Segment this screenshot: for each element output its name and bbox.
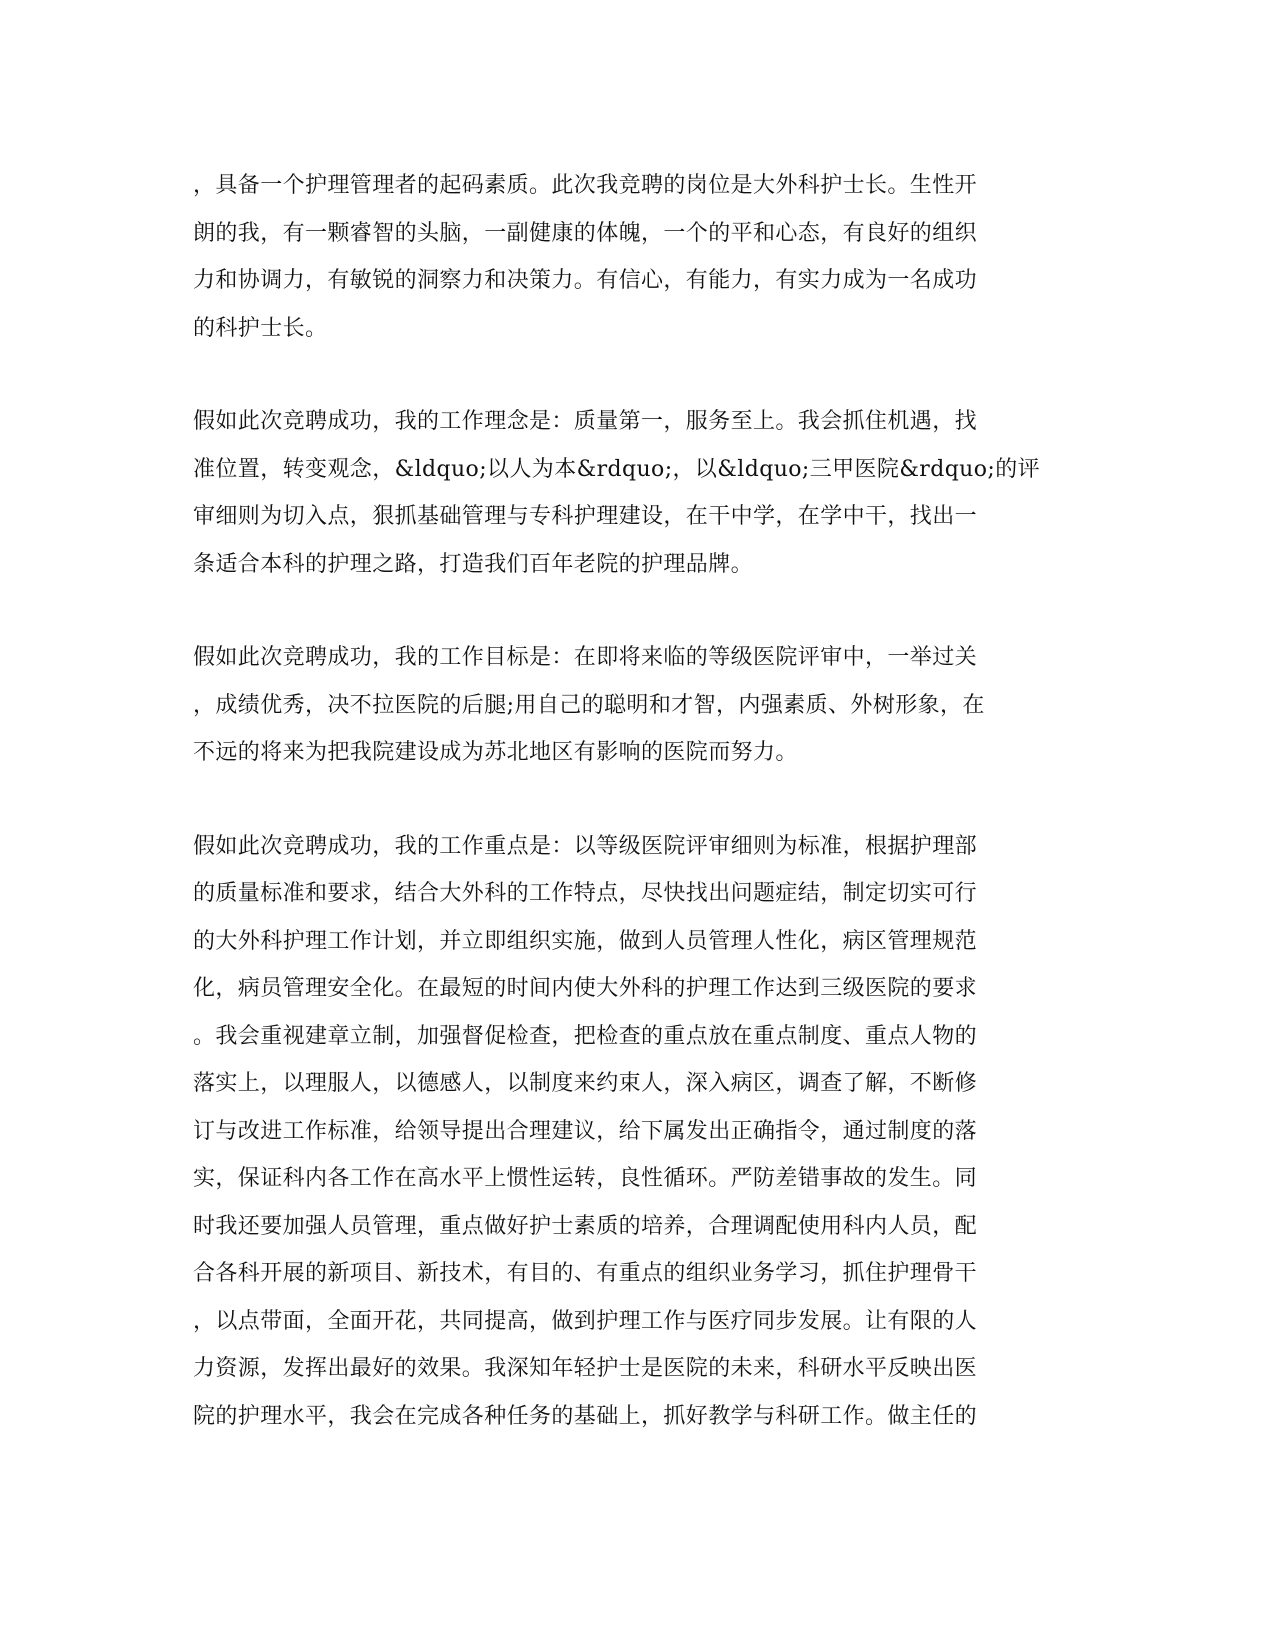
text-line: ，具备一个护理管理者的起码素质。此次我竞聘的岗位是大外科护士长。生性开 [193,173,978,198]
text-line: 条适合本科的护理之路，打造我们百年老院的护理品牌。 [193,551,754,577]
text-line: 力资源，发挥出最好的效果。我深知年轻护士是医院的未来，科研水平反映出医 [193,1356,978,1381]
paragraph-work-philosophy [193,398,1093,588]
text-line: 合各科开展的新项目、新技术，有目的、有重点的组织业务学习，抓住护理骨干 [193,1261,978,1286]
paragraph-work-focus [193,823,1093,1441]
text-line: 审细则为切入点，狠抓基础管理与专科护理建设，在干中学，在学中干，找出一 [193,504,978,529]
text-line: 实，保证科内各工作在高水平上惯性运转，良性循环。严防差错事故的发生。同 [193,1166,978,1191]
text-line: 假如此次竞聘成功，我的工作重点是：以等级医院评审细则为标准，根据护理部 [193,833,978,859]
text-line: 化，病员管理安全化。在最短的时间内使大外科的护理工作达到三级医院的要求 [193,976,978,1001]
text-line: 假如此次竞聘成功，我的工作理念是：质量第一，服务至上。我会抓住机遇，找 [193,409,978,434]
text-line: 力和协调力，有敏锐的洞察力和决策力。有信心，有能力，有实力成为一名成功 [193,268,978,293]
paragraph-qualification [193,162,1093,352]
document-body [193,162,1093,1486]
text-line: 的质量标准和要求，结合大外科的工作特点，尽快找出问题症结，制定切实可行 [193,881,978,906]
text-line: ，成绩优秀，决不拉医院的后腿;用自己的聪明和才智，内强素质、外树形象，在 [193,692,985,718]
text-line: 的科护士长。 [193,315,328,341]
paragraph-work-goal [193,634,1093,777]
text-line: 院的护理水平，我会在完成各种任务的基础上，抓好教学与科研工作。做主任的 [193,1403,978,1429]
text-line: 假如此次竞聘成功，我的工作目标是：在即将来临的等级医院评审中，一举过关 [193,645,978,670]
text-line: 准位置，转变观念，&ldquo;以人为本&rdquo;，以&ldquo;三甲医院&rdquo;的评 [193,456,1041,482]
text-line: 朗的我，有一颗睿智的头脑，一副健康的体魄，一个的平和心态，有良好的组织 [193,220,978,246]
text-line: 。我会重视建章立制，加强督促检查，把检查的重点放在重点制度、重点人物的 [193,1023,978,1049]
text-line: 落实上，以理服人，以德感人，以制度来约束人，深入病区，调查了解，不断修 [193,1071,978,1096]
text-line: 不远的将来为把我院建设成为苏北地区有影响的医院而努力。 [193,740,798,765]
text-line: 的大外科护理工作计划，并立即组织实施，做到人员管理人性化，病区管理规范 [193,928,978,954]
text-line: ，以点带面，全面开花，共同提高，做到护理工作与医疗同步发展。让有限的人 [193,1308,978,1334]
text-line: 时我还要加强人员管理，重点做好护士素质的培养，合理调配使用科内人员，配 [193,1213,978,1239]
text-line: 订与改进工作标准，给领导提出合理建议，给下属发出正确指令，通过制度的落 [193,1118,978,1144]
